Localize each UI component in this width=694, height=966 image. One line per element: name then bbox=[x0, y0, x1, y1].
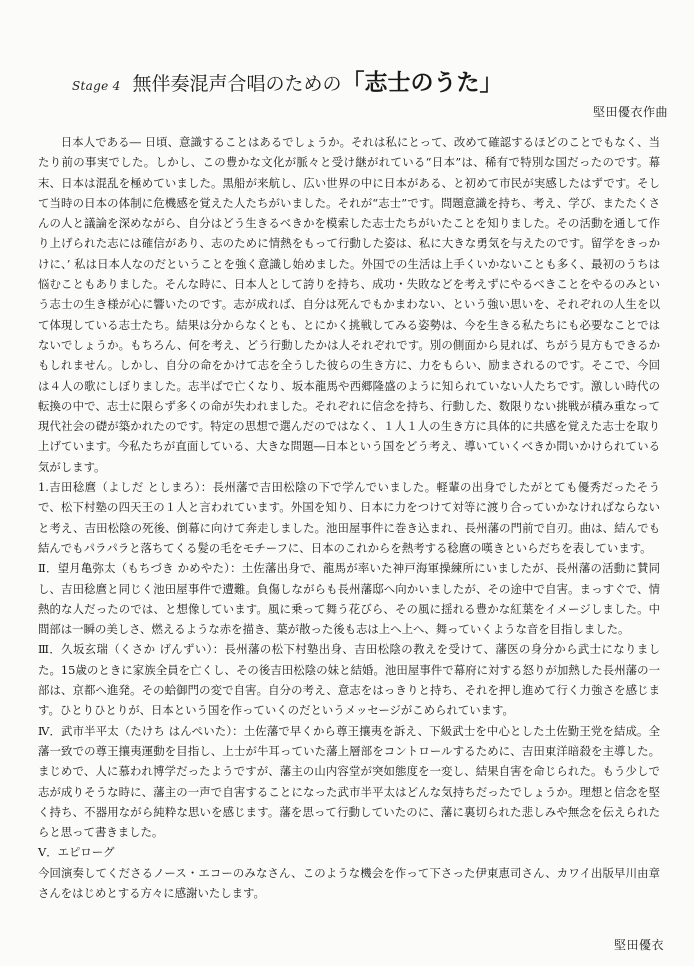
stage-label: Stage 4 bbox=[72, 79, 121, 93]
section-heading: Ⅴ．エピローグ bbox=[38, 845, 115, 860]
epilogue-text: 今回演奏してくださるノース・エコーのみなさん、このような機会を作って下さった伊東恵司さん、カワイ出版早川由章さんをはじめとする方々に感謝いたします。 bbox=[38, 865, 660, 900]
section-text: ：土佐藩で早くから尊王攘夷を訴え、下級武士を中心とした土佐勤王党を結成。全藩一致での尊王攘夷運動を目指し、上士が牛耳っていた藩上層部をコントロールするために、吉田東洋暗殺を主導した。まじめで、人に慕われ博学だったようですが、藩主の山内容堂が突如態度を一変し、結果自害を命じられた。もう少しで志が成りそうな時に、藩主の一声で自害することになった武市半平太はどんな気持ちだったでしょうか。理想と信念を堅く持ち、不器用ながら純粋な思いを感じます。藩を思って行動していたのに、藩に裏切られた悲しみや無念を伝えられたらと思って書きました。 bbox=[38, 723, 660, 840]
title-lead: 無伴奏混声合唱のための bbox=[132, 73, 342, 95]
composer-credit: 堅田優衣作曲 bbox=[592, 105, 668, 119]
header bbox=[72, 64, 672, 97]
section-text: ：長州藩の松下村塾出身、吉田松陰の教えを受けて、藩医の身分から武士になりました。15歳のときに家族全員を亡くし、その後吉田松陰の妹と結婚。池田屋事件で幕府に対する怒りが加熱した長州藩の一部は、京都へ進発。その蛤御門の変で自害。自分の考え、意志をはっきりと持ち、それを押し進めて行く力強さを感じます。ひとりひとりが、日本という国を作っていくのだというメッセージがこめられています。 bbox=[38, 642, 660, 718]
section-heading: Ⅳ．武市半平太（たけち はんぺいた） bbox=[38, 723, 233, 738]
intro-paragraph: 日本人である― 日頃、意識することはあるでしょうか。それは私にとって、改めて確認するほどのことでもなく、当たり前の事実でした。しかし、この豊かな文化が脈々と受け継がれている“日本”は、稀有で特別な国だったのです。幕末、日本は混乱を極めていました。黒船が来航し、広い世界の中に日本がある、と初めて市民が実感したはずです。そして当時の日本の体制に危機感を覚えた人たちがいました。それが“志士”です。問題意識を持ち、考え、学び、またたくさんの人と議論を深めながら、自分はどう生きるべきかを模索した志士たちがいたことを知りました。その活動を通して作り上げられた志には確信があり、志のために情熱をもって行動した姿は、私に大きな勇気を与えたのです。留学をきっかけに、’ 私は日本人なのだということを強く意識し始めました。外国での生活は上手くいかないことも多く、最初のうちは悩むこともありました。そんな時に、日本人として誇りを持ち、成功・失敗などを考えずにやるべきことをやるのみという志士の生き様が心に響いたのです。志が成れば、自分は死んでもかまわない、という強い思いを、それぞれの人生を以て体現している志士たち。結果は分からなくとも、とにかく挑戦してみる姿勢は、今を生きる私たちにも必要なことではないでしょうか。もちろん、何を考え、どう行動したかは人それぞれです。別の側面から見れば、ちがう見方もできるかもしれません。しかし、自分の命をかけて志を全うした彼らの生き方に、力をもらい、励まされるのです。そこで、今回は４人の歌にしぼりました。志半ばで亡くなり、坂本龍馬や西郷隆盛のように知られていない人たちです。激しい時代の転換の中で、志士に限らず多くの命が失われました。それぞれに信念を持ち、行動した、数限りない挑戦が積み重なって現代社会の礎が築かれたのです。特定の思想で選んだのではなく、１人１人の生き方に具体的に共感を覚えた志士を取り上げています。今私たちが直面している、大きな問題―日本という国をどう考え、導いていくべきか問いかけられている気がします。 bbox=[38, 135, 660, 474]
section-text: ：長州藩で吉田松陰の下で学んでいました。軽輩の出身でしたがとても優秀だったそうで、松下村塾の四天王の１人と言われています。外国を知り、日本に力をつけて対等に渡り合っていかなければならないと考え、吉田松陰の死後、倒幕に向けて奔走しました。池田屋事件に巻き込まれ、長州藩の門前で自刃。曲は、結んでも結んでもパラパラと落ちてくる髪の毛をモチーフに、日本のこれからを熱考する稔麿の嘆きといらだちを表しています。 bbox=[38, 480, 660, 555]
body-text bbox=[38, 132, 660, 903]
section-heading: Ⅲ．久坂玄瑞（くさか げんずい） bbox=[38, 642, 213, 657]
section-4 bbox=[38, 721, 660, 843]
signature: 堅田優衣 bbox=[613, 938, 664, 952]
section-1 bbox=[38, 477, 660, 558]
section-heading: 1.吉田稔麿（よしだ としまろ） bbox=[38, 480, 201, 495]
page-title: 「志士のうた」 bbox=[341, 69, 503, 96]
section-5 bbox=[38, 842, 660, 862]
section-3 bbox=[38, 639, 660, 720]
section-text: ：土佐藩出身で、龍馬が率いた神戸海軍操練所にいましたが、長州藩の活動に賛同し、吉田稔麿と同じく池田屋事件で遭難。負傷しながらも長州藩邸へ向かいましたが、その途中で自害。まっすぐで、情熱的な人だったのでは、と想像しています。風に乗って舞う花びら、その風に揺れる豊かな紅葉をイメージしました。中間部は一瞬の美しさ、燃えるような赤を描き、葉が散った後も志は上へ上へ、舞っていくような音を目指しました。 bbox=[38, 561, 660, 637]
section-heading: Ⅱ．望月亀弥太（もちづき かめやた） bbox=[38, 561, 231, 576]
section-2 bbox=[38, 558, 660, 639]
